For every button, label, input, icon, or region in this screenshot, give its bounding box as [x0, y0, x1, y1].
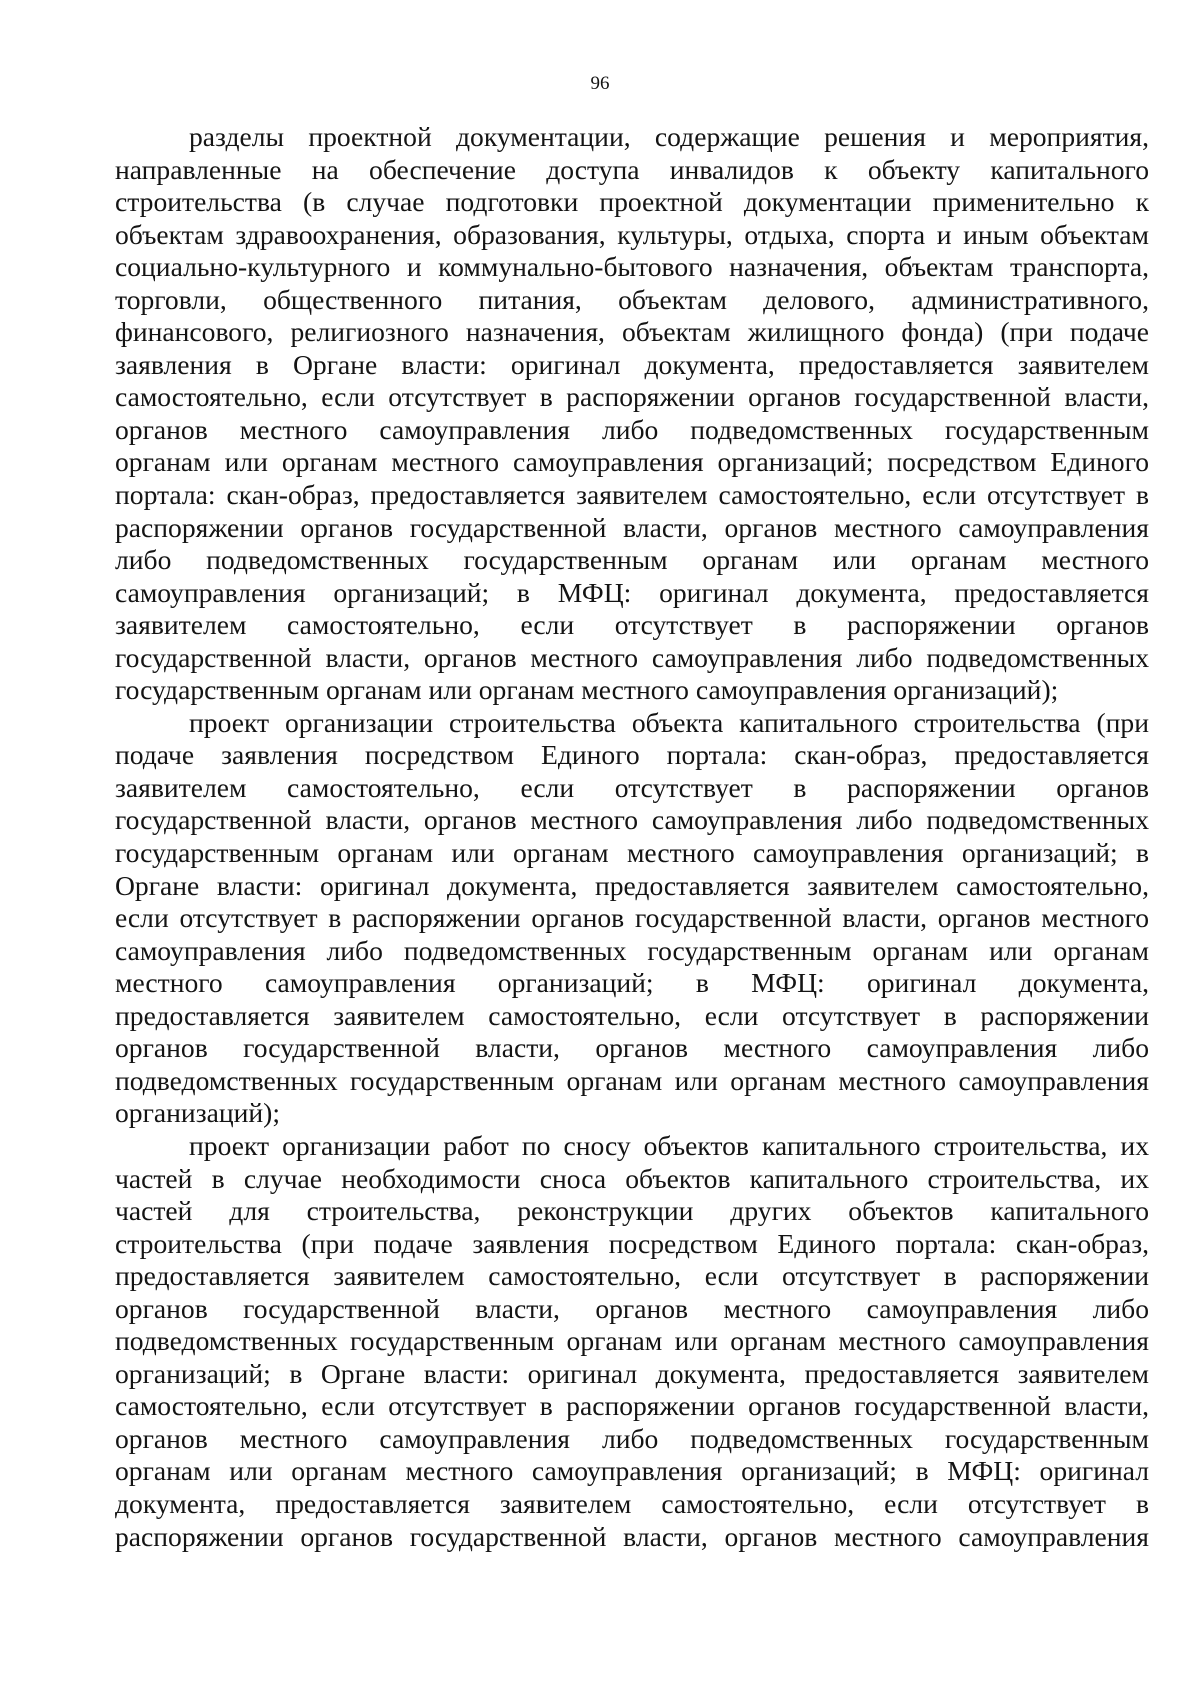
page-number: 96 [590, 73, 610, 94]
text-line: организаций); [115, 1097, 280, 1129]
text-line: органов местного самоуправления либо подведомственных государственным [115, 413, 1149, 445]
text-line: распоряжении органов государственной власти, органов местного самоуправления [115, 511, 1149, 543]
text-line: местного самоуправления организаций; в МФЦ: оригинал документа, [115, 967, 1149, 999]
text-line: органов государственной власти, органов местного самоуправления либо [115, 1032, 1149, 1064]
body-text [115, 121, 1149, 1553]
text-line: самостоятельно, если отсутствует в распоряжении органов государственной власти, [115, 1390, 1149, 1422]
text-line: заявителем самостоятельно, если отсутствует в распоряжении органов [115, 609, 1149, 641]
text-line: предоставляется заявителем самостоятельно, если отсутствует в распоряжении [115, 1260, 1149, 1292]
text-line: строительства (в случае подготовки проектной документации применительно к [115, 186, 1149, 218]
text-line: государственным органам или органам местного самоуправления организаций); [115, 674, 1059, 706]
text-line: финансового, религиозного назначения, объектам жилищного фонда) (при подаче [115, 316, 1149, 348]
text-line: подаче заявления посредством Единого портала: скан-образ, предоставляется [115, 739, 1149, 771]
text-line: органам или органам местного самоуправления организаций; посредством Единого [115, 446, 1149, 478]
text-line: частей в случае необходимости сноса объектов капитального строительства, их [115, 1162, 1149, 1194]
text-line: частей для строительства, реконструкции других объектов капитального [115, 1195, 1149, 1227]
text-line: если отсутствует в распоряжении органов государственной власти, органов местного [115, 902, 1149, 934]
text-line: самоуправления либо подведомственных государственным органам или органам [115, 934, 1149, 966]
text-line: либо подведомственных государственным органам или органам местного [115, 544, 1149, 576]
text-line: проект организации работ по сносу объектов капитального строительства, их [189, 1129, 1149, 1161]
text-line: органов государственной власти, органов местного самоуправления либо [115, 1292, 1149, 1324]
text-line: проект организации строительства объекта капитального строительства (при [189, 706, 1149, 738]
text-line: распоряжении органов государственной власти, органов местного самоуправления [115, 1520, 1149, 1552]
text-line: разделы проектной документации, содержащие решения и мероприятия, [189, 121, 1149, 152]
text-line: объектам здравоохранения, образования, культуры, отдыха, спорта и иным объектам [115, 218, 1149, 250]
text-line: государственным органам или органам местного самоуправления организаций; в [115, 837, 1149, 869]
text-line: подведомственных государственным органам или органам местного самоуправления [115, 1064, 1149, 1096]
text-line: строительства (при подаче заявления посредством Единого портала: скан-образ, [115, 1227, 1149, 1259]
text-line: заявителем самостоятельно, если отсутствует в распоряжении органов [115, 771, 1149, 803]
text-line: самоуправления организаций; в МФЦ: оригинал документа, предоставляется [115, 576, 1149, 608]
paragraph [115, 1130, 1149, 1553]
text-line: органам или органам местного самоуправления организаций; в МФЦ: оригинал [115, 1455, 1149, 1487]
text-line: самостоятельно, если отсутствует в распоряжении органов государственной власти, [115, 381, 1149, 413]
text-line: документа, предоставляется заявителем самостоятельно, если отсутствует в [115, 1487, 1149, 1519]
text-line: организаций; в Органе власти: оригинал документа, предоставляется заявителем [115, 1357, 1149, 1389]
text-line: государственной власти, органов местного самоуправления либо подведомственных [115, 641, 1149, 673]
text-line: социально-культурного и коммунально-бытового назначения, объектам транспорта, [115, 251, 1149, 283]
text-line: органов местного самоуправления либо подведомственных государственным [115, 1422, 1149, 1454]
text-line: торговли, общественного питания, объектам делового, административного, [115, 283, 1149, 315]
text-line: предоставляется заявителем самостоятельно, если отсутствует в распоряжении [115, 999, 1149, 1031]
paragraph [115, 707, 1149, 1130]
paragraph [115, 121, 1149, 707]
text-line: Органе власти: оригинал документа, предоставляется заявителем самостоятельно, [115, 869, 1149, 901]
text-line: направленные на обеспечение доступа инвалидов к объекту капитального [115, 153, 1149, 185]
text-line: государственной власти, органов местного самоуправления либо подведомственных [115, 804, 1149, 836]
text-line: заявления в Органе власти: оригинал документа, предоставляется заявителем [115, 348, 1149, 380]
text-line: подведомственных государственным органам или органам местного самоуправления [115, 1325, 1149, 1357]
text-line: портала: скан-образ, предоставляется заявителем самостоятельно, если отсутствует в [115, 479, 1149, 511]
